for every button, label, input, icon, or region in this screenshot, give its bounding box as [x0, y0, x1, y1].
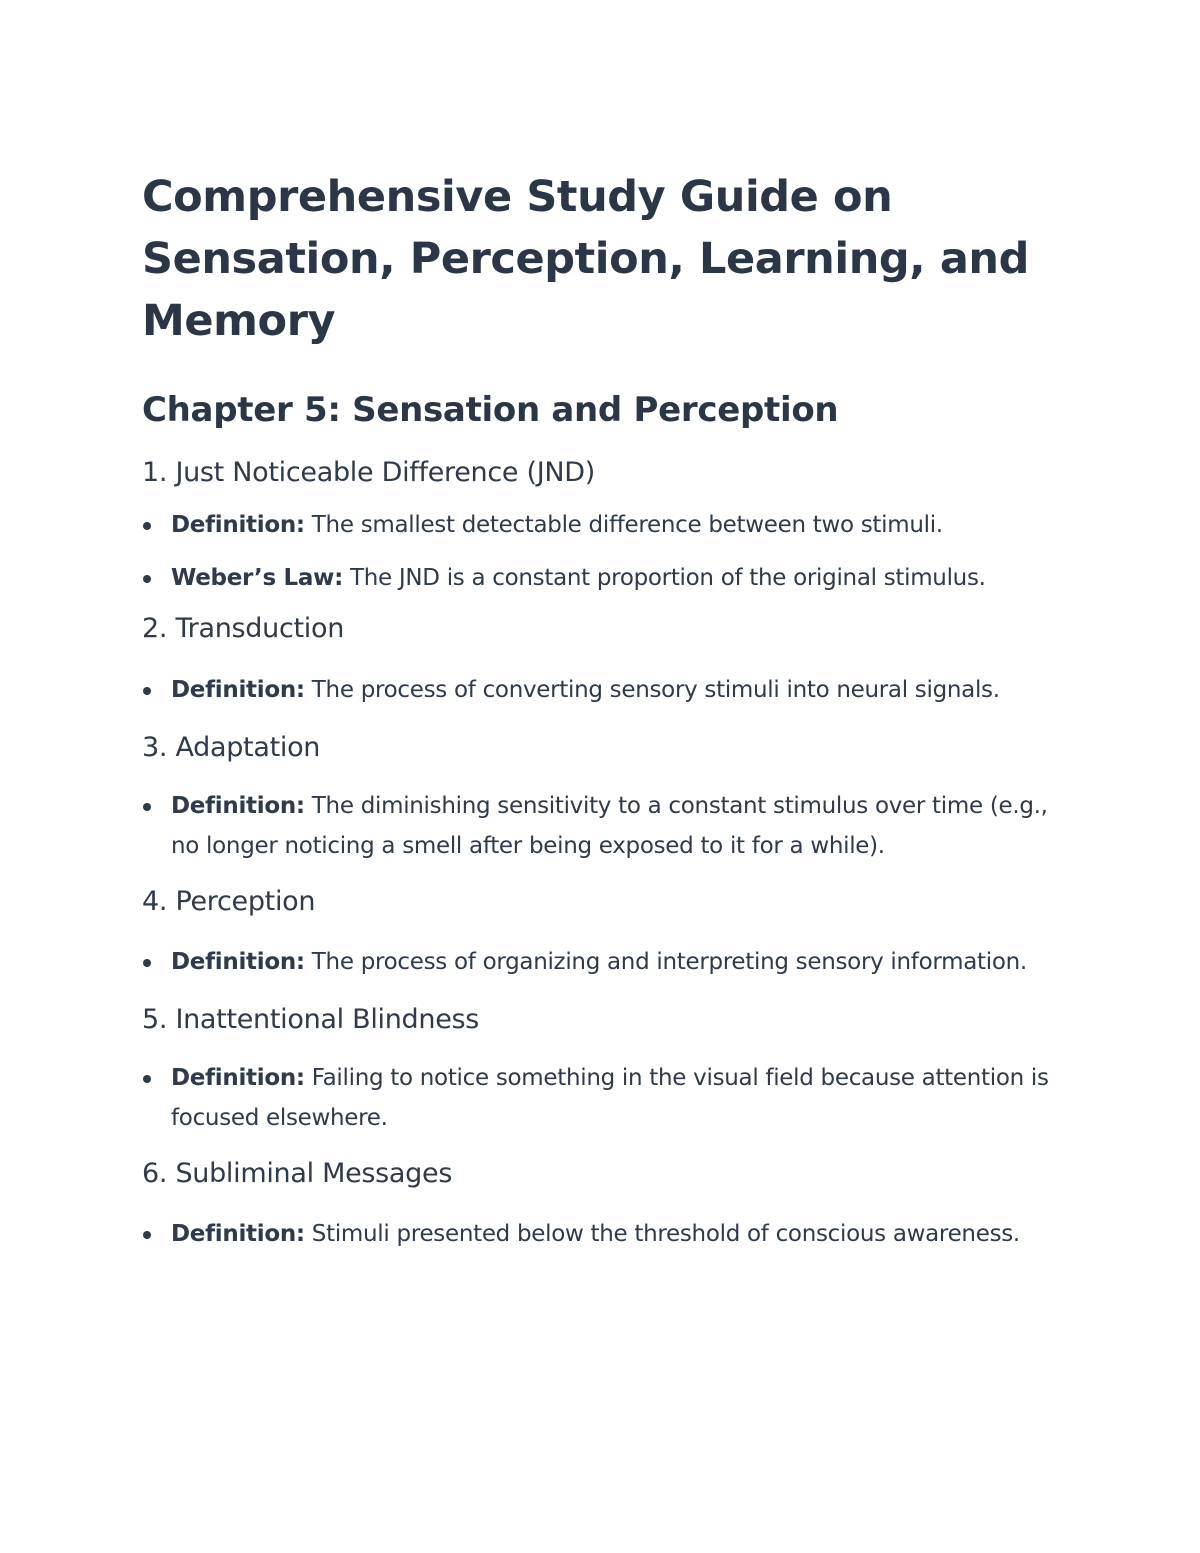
bullet-item — [142, 942, 1072, 982]
bullet-dot-icon — [143, 575, 151, 583]
section-jnd — [142, 453, 1072, 598]
bullet-dot-icon — [143, 803, 151, 811]
bullet-item — [142, 670, 1072, 710]
bullet-item — [142, 505, 1072, 545]
chapter-title: Chapter 5: Sensation and Perception — [142, 390, 839, 430]
section-perception — [142, 882, 1072, 982]
bullet-list — [142, 505, 1072, 598]
bullet-list — [142, 786, 1072, 866]
section-adaptation — [142, 728, 1072, 866]
bullet-dot-icon — [143, 959, 151, 967]
bullet-text: The diminishing sensitivity to a constant stimulus over time (e.g., no longer noticing a smell after being exposed to it for a while). — [171, 793, 1048, 859]
bullet-term: Definition: — [171, 793, 305, 819]
bullet-list — [142, 1214, 1072, 1254]
bullet-item — [142, 1214, 1072, 1254]
bullet-term: Definition: — [171, 1221, 305, 1247]
document-page — [142, 166, 1072, 1254]
bullet-dot-icon — [143, 1231, 151, 1239]
bullet-dot-icon — [143, 1075, 151, 1083]
bullet-dot-icon — [143, 522, 151, 530]
bullet-list — [142, 1058, 1072, 1138]
bullet-term: Definition: — [171, 512, 305, 538]
bullet-list — [142, 942, 1072, 982]
document-title-line-1: Comprehensive Study Guide on — [142, 172, 893, 222]
bullet-text: Failing to notice something in the visual field because attention is focused elsewhere. — [171, 1065, 1049, 1131]
bullet-text: The JND is a constant proportion of the original stimulus. — [342, 565, 986, 591]
section-transduction — [142, 609, 1072, 710]
bullet-term: Definition: — [171, 677, 305, 703]
document-title-line-2: Sensation, Perception, Learning, and — [142, 234, 1030, 284]
document-title-line-3: Memory — [142, 296, 336, 346]
section-heading: 1. Just Noticeable Difference (JND) — [142, 457, 595, 488]
section-heading: 4. Perception — [142, 886, 316, 917]
section-heading: 6. Subliminal Messages — [142, 1158, 453, 1189]
section-subliminal-messages — [142, 1154, 1072, 1254]
section-heading: 2. Transduction — [142, 613, 345, 644]
document-title — [142, 166, 1072, 352]
bullet-term: Definition: — [171, 949, 305, 975]
bullet-dot-icon — [143, 687, 151, 695]
bullet-text: The smallest detectable difference between two stimuli. — [304, 512, 943, 538]
section-heading: 5. Inattentional Blindness — [142, 1004, 480, 1035]
bullet-term: Definition: — [171, 1065, 305, 1091]
bullet-text: The process of organizing and interpreting sensory information. — [304, 949, 1027, 975]
bullet-item — [142, 558, 1072, 598]
section-inattentional-blindness — [142, 1000, 1072, 1138]
bullet-text: The process of converting sensory stimuli into neural signals. — [304, 677, 1000, 703]
bullet-term: Weber’s Law: — [171, 565, 343, 591]
section-heading: 3. Adaptation — [142, 732, 321, 763]
bullet-list — [142, 670, 1072, 710]
bullet-item — [142, 1058, 1072, 1138]
bullet-item — [142, 786, 1072, 866]
bullet-text: Stimuli presented below the threshold of conscious awareness. — [304, 1221, 1020, 1247]
